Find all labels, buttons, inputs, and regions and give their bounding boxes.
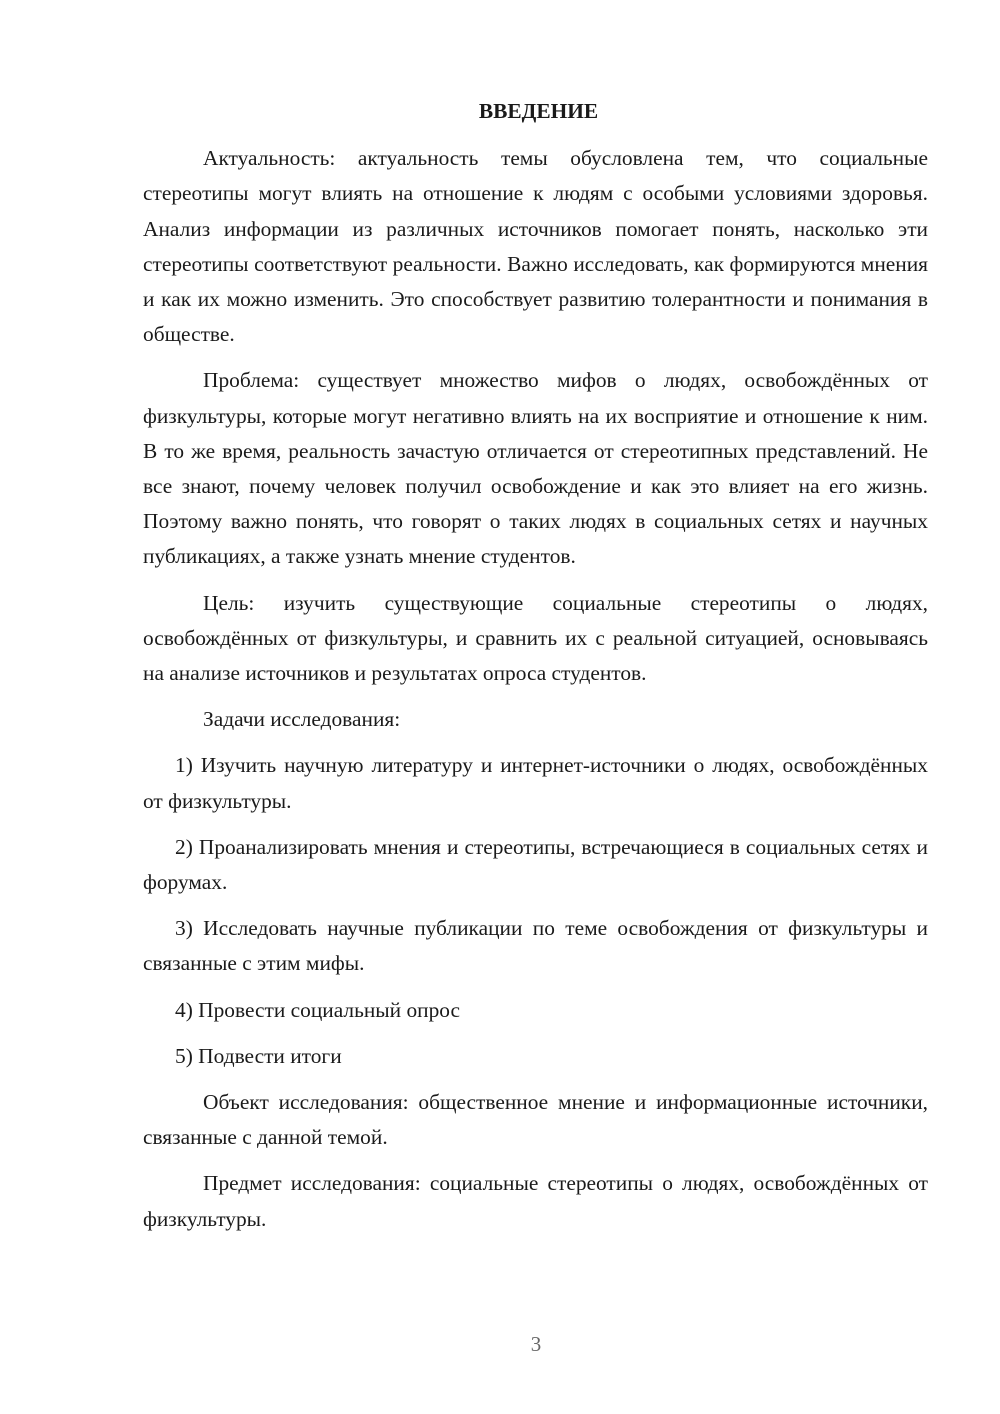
- relevance-paragraph: Актуальность: актуальность темы обусловлена тем, что социальные стереотипы могут влиять на отношение к людям с особыми условиями здоровья. Анализ информации из различных источников помогает понять, насколько эти стереотипы соответствуют реальности. Важно исследовать, как формируются мнения и как их можно изменить. Это способствует развитию толерантности и понимания в обществе.: [143, 146, 928, 347]
- task-item-2: 2) Проанализировать мнения и стереотипы, встречающиеся в социальных сетях и форумах.: [143, 834, 928, 895]
- task-item-3: 3) Исследовать научные публикации по теме освобождения от физкультуры и связанные с этим мифы.: [143, 916, 928, 976]
- object-paragraph: Объект исследования: общественное мнение и информационные источники, связанные с данной темой.: [143, 1090, 928, 1150]
- tasks-heading: Задачи исследования:: [203, 707, 401, 732]
- task-item-5: 5) Подвести итоги: [175, 1043, 342, 1068]
- goal-paragraph: Цель: изучить существующие социальные стереотипы о людях, освобождённых от физкультуры, и сравнить их с реальной ситуацией, основываясь на анализе источников и результатах опроса студентов.: [143, 590, 928, 686]
- task-item-1: 1) Изучить научную литературу и интернет-источники о людях, освобождённых от физкультуры.: [143, 753, 928, 813]
- section-title: ВВЕДЕНИЕ: [478, 99, 599, 123]
- subject-paragraph: Предмет исследования: социальные стереотипы о людях, освобождённых от физкультуры.: [143, 1171, 928, 1231]
- page-number: 3: [530, 1332, 542, 1356]
- problem-paragraph: Проблема: существует множество мифов о людях, освобождённых от физкультуры, которые могут негативно влиять на их восприятие и отношение к ним. В то же время, реальность зачастую отличается от стереотипных представлений. Не все знают, почему человек получил освобождение и как это влияет на его жизнь. Поэтому важно понять, что говорят о таких людях в социальных сетях и научных публикациях, а также узнать мнение студентов.: [143, 368, 928, 569]
- task-item-4: 4) Провести социальный опрос: [175, 997, 461, 1022]
- page-content: [143, 94, 928, 1248]
